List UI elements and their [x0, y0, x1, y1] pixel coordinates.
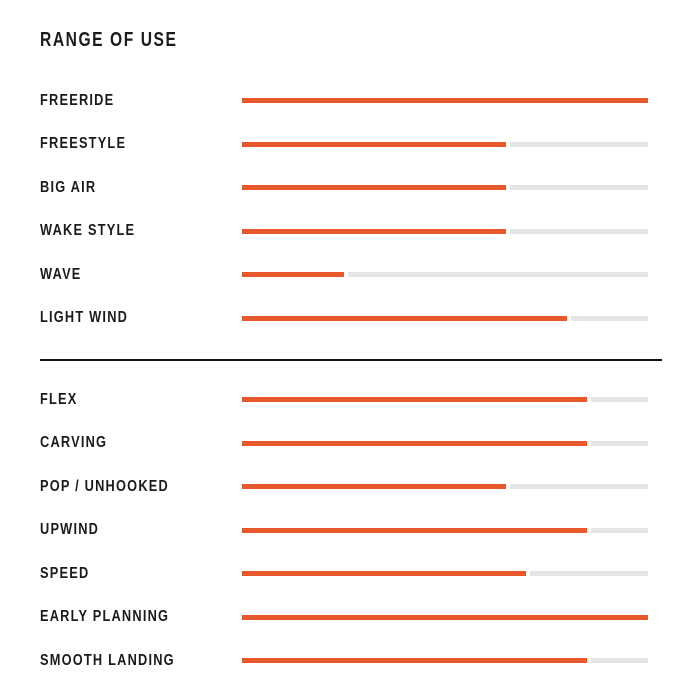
bar-fill: [242, 142, 510, 147]
row-label: WAVE: [40, 265, 82, 283]
bar-track: [242, 185, 648, 190]
bar-track: [242, 441, 648, 446]
chart-row: [40, 253, 700, 297]
bar-fill: [242, 571, 530, 576]
bar-track: [242, 229, 648, 234]
section-characteristics: [40, 378, 700, 683]
bar-track: [242, 484, 648, 489]
chart-row: [40, 210, 700, 254]
bar-track: [242, 571, 648, 576]
bar-fill: [242, 441, 591, 446]
bar-fill: [242, 484, 510, 489]
row-label: FLEX: [40, 390, 78, 408]
row-label: SMOOTH LANDING: [40, 651, 175, 669]
row-label: POP / UNHOOKED: [40, 477, 169, 495]
section-divider: [40, 359, 662, 361]
chart-row: [40, 465, 700, 509]
bar-fill: [242, 229, 510, 234]
page-title: RANGE OF USE: [40, 29, 178, 51]
bar-fill: [242, 658, 591, 663]
bar-fill: [242, 272, 348, 277]
bar-fill: [242, 615, 648, 620]
chart-row: [40, 422, 700, 466]
row-label: WAKE STYLE: [40, 222, 136, 240]
bar-track: [242, 528, 648, 533]
bar-fill: [242, 185, 510, 190]
chart-row: [40, 79, 700, 123]
row-label: CARVING: [40, 434, 108, 452]
bar-track: [242, 397, 648, 402]
row-label: LIGHT WIND: [40, 309, 129, 327]
chart-row: [40, 166, 700, 210]
row-label: FREESTYLE: [40, 135, 127, 153]
row-label: EARLY PLANNING: [40, 608, 170, 626]
bar-fill: [242, 98, 648, 103]
bar-track: [242, 658, 648, 663]
chart-row: [40, 378, 700, 422]
chart-row: [40, 552, 700, 596]
bar-track: [242, 98, 648, 103]
row-label: BIG AIR: [40, 178, 97, 196]
chart-row: [40, 123, 700, 167]
chart-row: [40, 639, 700, 683]
chart-row: [40, 297, 700, 341]
bar-track: [242, 316, 648, 321]
row-label: SPEED: [40, 564, 90, 582]
bar-track: [242, 615, 648, 620]
section-range-of-use: [40, 79, 700, 340]
chart-row: [40, 596, 700, 640]
chart-row: [40, 509, 700, 553]
bar-track: [242, 272, 648, 277]
row-label: UPWIND: [40, 521, 100, 539]
bar-fill: [242, 316, 571, 321]
bar-fill: [242, 397, 591, 402]
bar-fill: [242, 528, 591, 533]
bar-track: [242, 142, 648, 147]
row-label: FREERIDE: [40, 91, 115, 109]
